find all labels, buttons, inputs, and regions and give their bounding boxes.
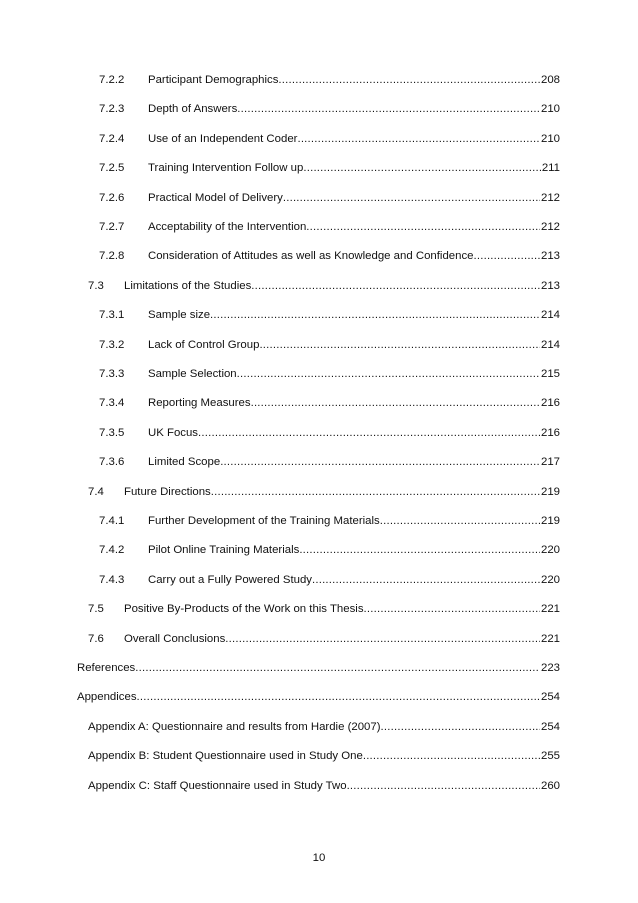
toc-entry-title: Reporting Measures (148, 397, 251, 410)
toc-entry-title: Carry out a Fully Powered Study (148, 573, 312, 586)
toc-entry[interactable] (99, 219, 560, 235)
toc-entry-number: 7.2.5 (99, 162, 125, 175)
toc-entry-number: 7.3.2 (99, 338, 125, 351)
toc-entry-page: 221 (540, 632, 560, 645)
toc-entry[interactable] (77, 689, 560, 705)
toc-entry-number: 7.4.3 (99, 573, 125, 586)
toc-entry[interactable] (99, 572, 560, 588)
toc-entry-number: 7.2.3 (99, 103, 125, 116)
toc-entry-page: 220 (540, 573, 560, 586)
toc-entry-number: 7.6 (88, 632, 104, 645)
toc-entry-number: 7.3 (88, 279, 104, 292)
toc-entry[interactable] (99, 337, 560, 353)
toc-entry-title: Depth of Answers (148, 103, 238, 116)
toc-entry-page: 219 (540, 515, 560, 527)
toc-entry-number: 7.5 (88, 603, 104, 616)
dot-leader (211, 484, 540, 500)
toc-entry[interactable] (99, 72, 560, 88)
toc-entry-title: Appendix C: Staff Questionnaire used in Study Two (88, 779, 347, 792)
toc-entry[interactable] (99, 395, 560, 411)
dot-leader (299, 542, 540, 558)
toc-entry-page: 214 (540, 338, 560, 351)
dot-leader (225, 631, 540, 647)
dot-leader (306, 219, 540, 235)
toc-entry-title: Limitations of the Studies (124, 279, 252, 292)
toc-entry-title: Overall Conclusions (124, 632, 226, 645)
toc-entry-page: 210 (540, 132, 560, 145)
toc-entry-page: 221 (540, 603, 560, 616)
dot-leader (259, 337, 540, 353)
dot-leader (303, 160, 540, 176)
toc-entry-number: 7.4.2 (99, 544, 125, 557)
toc-entry[interactable] (99, 542, 560, 558)
dot-leader (237, 366, 540, 382)
toc-entry-title: References (77, 662, 136, 674)
dot-leader (381, 719, 540, 735)
toc-entry-title: Future Directions (124, 485, 211, 498)
toc-entry-number: 7.3.1 (99, 309, 125, 322)
dot-leader (237, 101, 540, 117)
toc-entry-page: 213 (540, 250, 560, 263)
toc-entry[interactable] (99, 425, 560, 441)
toc-entry-page: 211 (541, 162, 560, 175)
toc-entry[interactable] (99, 101, 560, 117)
toc-entry-title: Practical Model of Delivery (148, 191, 283, 204)
toc-entry-page: 254 (540, 691, 560, 704)
toc-entry-page: 223 (540, 662, 560, 674)
toc-entry-page: 215 (540, 368, 560, 380)
toc-entry[interactable] (99, 366, 560, 382)
toc-entry-title: Appendix A: Questionnaire and results from Hardie (2007) (88, 720, 381, 733)
dot-leader (278, 72, 540, 88)
toc-entry[interactable] (77, 660, 560, 676)
dot-leader (363, 748, 540, 764)
toc-entry-number: 7.3.5 (99, 426, 125, 439)
toc-entry-title: Pilot Online Training Materials (148, 544, 300, 557)
toc-entry-page: 212 (540, 191, 560, 204)
toc-entry[interactable] (88, 748, 560, 764)
toc-entry-title: Use of an Independent Coder (148, 132, 298, 145)
toc-entry-number: 7.2.6 (99, 191, 125, 204)
toc-entry-title: Training Intervention Follow up (148, 162, 304, 175)
toc-entry-number: 7.4 (88, 485, 104, 498)
toc-entry-title: Consideration of Attitudes as well as Knowledge and Confidence (148, 250, 474, 263)
toc-entry-number: 7.2.4 (99, 132, 125, 145)
dot-leader (380, 513, 540, 529)
toc-entry-number: 7.3.6 (99, 456, 125, 469)
toc-entry-number: 7.3.3 (99, 368, 125, 380)
toc-entry-title: Further Development of the Training Materials (148, 515, 380, 527)
dot-leader (251, 395, 540, 411)
toc-entry-page: 260 (540, 779, 560, 792)
dot-leader (210, 307, 540, 323)
toc-entry[interactable] (88, 484, 560, 500)
toc-entry-number: 7.2.2 (99, 74, 125, 86)
toc-entry[interactable] (88, 778, 560, 794)
toc-entry[interactable] (88, 601, 560, 617)
dot-leader (347, 778, 540, 794)
toc-entry-title: Lack of Control Group (148, 338, 260, 351)
dot-leader (251, 278, 540, 294)
page-number: 10 (312, 852, 326, 864)
toc-entry-page: 212 (540, 221, 560, 233)
toc-entry[interactable] (88, 719, 560, 735)
toc-entry-page: 214 (540, 309, 560, 322)
dot-leader (473, 248, 540, 264)
toc-entry-page: 219 (540, 485, 560, 498)
toc-entry-title: Participant Demographics (148, 74, 279, 86)
dot-leader (283, 190, 540, 206)
toc-entry[interactable] (99, 131, 560, 147)
toc-entry-page: 254 (540, 720, 560, 733)
toc-entry-title: Positive By-Products of the Work on this Thesis (124, 603, 364, 616)
toc-entry-number: 7.4.1 (99, 515, 125, 527)
toc-entry-page: 217 (540, 456, 560, 469)
toc-entry[interactable] (88, 631, 560, 647)
toc-entry[interactable] (99, 454, 560, 470)
toc-entry[interactable] (99, 513, 560, 529)
toc-entry-title: Appendices (77, 691, 137, 704)
toc-entry[interactable] (99, 190, 560, 206)
toc-entry[interactable] (88, 278, 560, 294)
toc-entry-title: Limited Scope (148, 456, 221, 469)
dot-leader (198, 425, 540, 441)
toc-entry-page: 255 (540, 750, 560, 763)
toc-entry-title: Sample Selection (148, 368, 237, 380)
toc-entry-title: Appendix B: Student Questionnaire used in Study One (88, 750, 363, 763)
dot-leader (220, 454, 540, 470)
toc-entry-page: 208 (540, 74, 560, 86)
toc-entry-title: UK Focus (148, 426, 199, 439)
toc-entry[interactable] (99, 160, 560, 176)
dot-leader (135, 660, 540, 676)
toc-entry-number: 7.3.4 (99, 397, 125, 410)
toc-entry-number: 7.2.8 (99, 250, 125, 263)
toc-entry-page: 220 (540, 544, 560, 557)
toc-entry-number: 7.2.7 (99, 221, 125, 233)
dot-leader (137, 689, 540, 705)
toc-entry[interactable] (99, 248, 560, 264)
dot-leader (312, 572, 540, 588)
toc-entry-page: 213 (540, 279, 560, 292)
toc-entry-page: 216 (540, 397, 560, 410)
toc-entry-page: 216 (540, 426, 560, 439)
toc-entry-page: 210 (540, 103, 560, 116)
toc-entry[interactable] (99, 307, 560, 323)
toc-entry-title: Acceptability of the Intervention (148, 221, 307, 233)
toc-entry-title: Sample size (148, 309, 211, 322)
dot-leader (364, 601, 540, 617)
dot-leader (297, 131, 540, 147)
